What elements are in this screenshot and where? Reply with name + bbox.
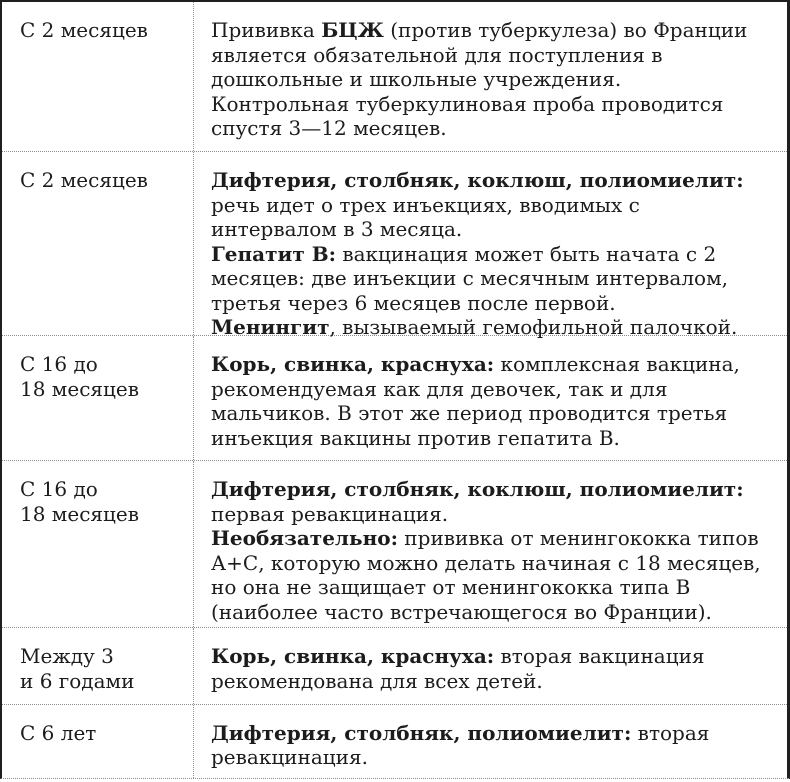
description-block (211, 721, 771, 770)
table-row (2, 705, 787, 778)
period-line: Между 3 (20, 644, 114, 669)
period-line: С 16 до (20, 477, 98, 502)
description-block (211, 526, 771, 624)
description-cell (194, 628, 787, 704)
bold-text-run: Дифтерия, столбняк, коклюш, полиомиелит: (211, 168, 744, 193)
text-run: комплексная вакцина, рекомендуемая как для девочек, так и для мальчиков. В этот же период проводится третья инъекция вакцины против гепатита В. (211, 352, 740, 450)
text-run: речь идет о трех инъекциях, вводимых с интервалом в 3 месяца. (211, 192, 640, 242)
period-cell (2, 336, 194, 460)
text-run: вторая ревакцинация. (211, 720, 710, 770)
text-run: прививка от менингококка типов А+С, которую можно делать начиная с 18 месяцев, но она не защищает от менингококка типа В (наиболее часто встречающегося во Франции). (211, 526, 761, 624)
period-cell (2, 628, 194, 704)
period-cell (2, 705, 194, 778)
text-run: , вызываемый гемофильной палочкой. (329, 315, 738, 340)
text-run: (против туберкулеза) во Франции является обязательной для поступления в дошкольные и школьные учреждения. (211, 18, 748, 91)
description-cell (194, 336, 787, 460)
text-run: вакцинация может быть начата с 2 месяцев: две инъекции с месячным интервалом, третья через 6 месяцев после первой. (211, 241, 728, 315)
period-line: С 6 лет (20, 720, 97, 745)
table-row (2, 2, 787, 152)
description-cell (194, 2, 787, 151)
bold-text-run: Корь, свинка, краснуха: (211, 352, 495, 377)
period-line: С 2 месяцев (20, 18, 148, 42)
text-run: вторая вакцинация рекомендована для всех детей. (211, 644, 705, 693)
bold-text-run: Дифтерия, столбняк, полиомиелит: (211, 720, 632, 745)
period-line: 18 месяцев (20, 377, 139, 402)
text-run: первая ревакцинация. (211, 501, 449, 526)
description-block (211, 644, 771, 693)
bold-text-run: Корь, свинка, краснуха: (211, 644, 495, 669)
table-row (2, 152, 787, 340)
description-block (211, 352, 771, 450)
bold-text-run: БЦЖ (321, 18, 384, 42)
period-cell (2, 461, 194, 627)
period-line: С 2 месяцев (20, 168, 148, 193)
text-run: Контрольная туберкулиновая проба проводится спустя 3—12 месяцев. (211, 91, 724, 140)
table-row (2, 336, 787, 461)
description-block (211, 477, 771, 526)
bold-text-run: Менингит (211, 315, 330, 340)
description-block (211, 168, 771, 242)
period-line: и 6 годами (20, 669, 135, 694)
description-cell (194, 705, 787, 778)
bold-text-run: Дифтерия, столбняк, коклюш, полиомиелит: (211, 477, 744, 502)
period-cell (2, 152, 194, 335)
period-line: С 16 до (20, 352, 98, 377)
text-run: Прививка (211, 18, 322, 42)
description-block (211, 92, 771, 141)
period-cell (2, 2, 194, 151)
table-row (2, 628, 787, 705)
description-cell (194, 152, 787, 340)
description-block (211, 18, 771, 92)
period-line: 18 месяцев (20, 502, 139, 527)
description-block (211, 242, 771, 316)
description-cell (194, 461, 787, 627)
bold-text-run: Необязательно: (211, 526, 398, 551)
table-row (2, 461, 787, 628)
bold-text-run: Гепатит В: (211, 241, 336, 266)
